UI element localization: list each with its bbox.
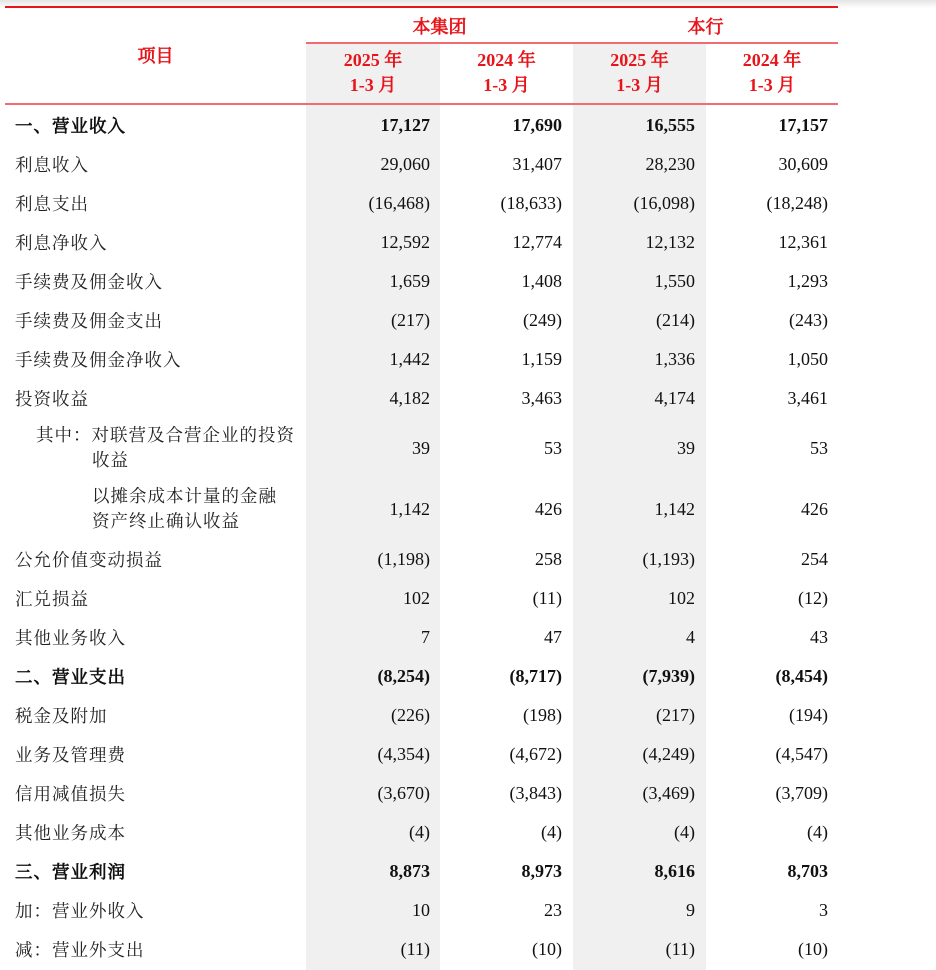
row-label-line1: 其他业务收入 [15, 628, 126, 648]
cell-value: 43 [810, 627, 828, 647]
cell-value: 8,873 [389, 861, 430, 881]
row-label-line1: 二、营业支出 [15, 667, 126, 687]
cell-value: (226) [391, 705, 430, 725]
table-row [0, 262, 838, 301]
row-label [15, 113, 126, 138]
cell-value: (4) [409, 822, 430, 842]
column-period: 1-3 月 [748, 75, 796, 95]
table-row [0, 657, 838, 696]
table-top-rule [5, 6, 838, 8]
table-row [0, 145, 838, 184]
cell-value: (4,547) [775, 744, 828, 764]
cell-value: 9 [686, 900, 695, 920]
cell-value: 7 [421, 627, 430, 647]
cell-value: (18,248) [766, 193, 828, 213]
header-bottom-rule [5, 103, 838, 105]
cell-value: 1,142 [654, 498, 695, 519]
cell-value: 1,659 [389, 271, 430, 291]
cell-value: (7,939) [642, 666, 695, 686]
item-column-header: 项目 [137, 46, 174, 66]
row-label [15, 703, 108, 728]
row-label-line2: 收益 [92, 450, 129, 470]
cell-value: (12) [798, 588, 828, 608]
row-label [15, 269, 163, 294]
row-label [15, 937, 145, 962]
row-label-line1: 公允价值变动损益 [15, 550, 163, 570]
cell-value: (11) [400, 939, 430, 959]
row-label [15, 191, 89, 216]
column-header-group-2025 [306, 48, 440, 100]
income-statement-body [0, 106, 838, 969]
cell-value: (8,717) [509, 666, 562, 686]
table-row [0, 735, 838, 774]
table-row [0, 618, 838, 657]
cell-value: (194) [789, 705, 828, 725]
row-label-line1: 手续费及佣金收入 [15, 272, 163, 292]
cell-value: 12,592 [380, 232, 430, 252]
cell-value: 8,973 [521, 861, 562, 881]
cell-value: 12,361 [778, 232, 828, 252]
cell-value: 31,407 [512, 154, 562, 174]
cell-value: (3,469) [642, 783, 695, 803]
cell-value: 23 [544, 900, 562, 920]
cell-value: 10 [412, 900, 430, 920]
cell-value: 12,132 [645, 232, 695, 252]
row-label [15, 547, 163, 572]
cell-value: (4,354) [377, 744, 430, 764]
row-label-line1: 以摊余成本计量的金融 [92, 486, 277, 506]
cell-value: 1,550 [654, 271, 695, 291]
cell-value: (4) [674, 822, 695, 842]
column-header-group-2024 [440, 48, 573, 100]
cell-value: 4 [686, 627, 695, 647]
row-label-line1: 手续费及佣金支出 [15, 311, 163, 331]
cell-value: (16,468) [368, 193, 430, 213]
cell-value: 1,159 [521, 349, 562, 369]
cell-value: 4,174 [654, 388, 695, 408]
column-year: 2024 年 [477, 50, 536, 70]
cell-value: 4,182 [389, 388, 430, 408]
row-label [15, 230, 108, 255]
cell-value: (217) [391, 310, 430, 330]
cell-value: 426 [535, 498, 562, 519]
cell-value: 258 [535, 549, 562, 569]
cell-value: 3,461 [787, 388, 828, 408]
table-row [0, 379, 838, 418]
cell-value: (10) [532, 939, 562, 959]
cell-value: 39 [677, 437, 695, 458]
row-label [15, 152, 89, 177]
row-label [15, 586, 89, 611]
column-header-bank-2025 [573, 48, 706, 100]
column-year: 2025 年 [343, 50, 403, 70]
cell-value: 1,293 [787, 271, 828, 291]
cell-value: 28,230 [645, 154, 695, 174]
cell-value: (198) [523, 705, 562, 725]
cell-value: 17,127 [380, 115, 430, 135]
cell-value: (1,193) [642, 549, 695, 569]
cell-value: (11) [532, 588, 562, 608]
row-label-line1: 加：营业外收入 [15, 901, 145, 921]
row-label [15, 898, 145, 923]
cell-value: (11) [665, 939, 695, 959]
table-row [0, 930, 838, 969]
row-label-line1: 其他业务成本 [15, 823, 126, 843]
row-label [15, 664, 126, 689]
row-label-line1: 投资收益 [15, 389, 89, 409]
group-header-group: 本集团 [412, 17, 467, 37]
cell-value: (8,454) [775, 666, 828, 686]
cell-value: 16,555 [645, 115, 695, 135]
cell-value: (3,843) [509, 783, 562, 803]
column-period: 1-3 月 [616, 75, 663, 95]
column-header-bank-2024 [706, 48, 838, 100]
cell-value: 102 [668, 588, 695, 608]
cell-value: (18,633) [500, 193, 562, 213]
cell-value: 1,142 [389, 498, 430, 519]
table-row [0, 301, 838, 340]
cell-value: 47 [544, 627, 562, 647]
cell-value: 8,616 [654, 861, 695, 881]
cell-value: (3,670) [377, 783, 430, 803]
group-header-bank: 本行 [687, 17, 724, 37]
cell-value: (4,672) [509, 744, 562, 764]
table-row [0, 852, 838, 891]
cell-value: (217) [656, 705, 695, 725]
cell-value: (3,709) [775, 783, 828, 803]
cell-value: 1,408 [521, 271, 562, 291]
table-row [0, 540, 838, 579]
row-label-line1: 利息支出 [15, 194, 89, 214]
cell-value: 30,609 [778, 154, 828, 174]
cell-value: (214) [656, 310, 695, 330]
table-row [0, 223, 838, 262]
cell-value: 53 [810, 437, 828, 458]
cell-value: (4) [807, 822, 828, 842]
row-label-line1: 信用减值损失 [15, 784, 126, 804]
cell-value: 3,463 [521, 388, 562, 408]
row-label [15, 625, 126, 650]
row-label-line1: 三、营业利润 [15, 862, 126, 882]
cell-value: (8,254) [377, 666, 430, 686]
cell-value: (1,198) [377, 549, 430, 569]
cell-value: (243) [789, 310, 828, 330]
table-row [0, 478, 838, 540]
cell-value: 12,774 [512, 232, 562, 252]
table-row [0, 184, 838, 223]
row-label-line1: 一、营业收入 [15, 116, 126, 136]
cell-value: (16,098) [633, 193, 695, 213]
row-label-line1: 减：营业外支出 [15, 940, 145, 960]
row-label [15, 820, 126, 845]
column-year: 2025 年 [610, 50, 669, 70]
table-row [0, 891, 838, 930]
table-row [0, 696, 838, 735]
cell-value: 254 [801, 549, 828, 569]
table-row [0, 813, 838, 852]
cell-value: 102 [403, 588, 430, 608]
cell-value: 29,060 [380, 154, 430, 174]
row-label-line1: 利息收入 [15, 155, 89, 175]
cell-value: 1,442 [389, 349, 430, 369]
table-row [0, 774, 838, 813]
column-year: 2024 年 [742, 50, 802, 70]
cell-value: 53 [544, 437, 562, 458]
cell-value: (4,249) [642, 744, 695, 764]
table-row [0, 340, 838, 379]
row-label-line1: 利息净收入 [15, 233, 108, 253]
cell-value: 8,703 [787, 861, 828, 881]
column-period: 1-3 月 [483, 75, 530, 95]
table-row [0, 579, 838, 618]
row-label [15, 347, 182, 372]
row-label [15, 781, 126, 806]
table-row [0, 106, 838, 145]
cell-value: (4) [541, 822, 562, 842]
row-label-line1: 税金及附加 [15, 706, 108, 726]
row-label [15, 308, 163, 333]
row-label [15, 742, 126, 767]
row-label [92, 484, 277, 534]
header-mid-rule [306, 42, 838, 44]
cell-value: 3 [819, 900, 828, 920]
row-label-line1: 其中：对联营及合营企业的投资 [36, 425, 295, 445]
cell-value: (10) [798, 939, 828, 959]
cell-value: 1,050 [787, 349, 828, 369]
cell-value: 1,336 [654, 349, 695, 369]
row-label-line1: 手续费及佣金净收入 [15, 350, 182, 370]
cell-value: 17,157 [778, 115, 828, 135]
table-row [0, 418, 838, 478]
row-label [36, 423, 295, 473]
cell-value: 426 [801, 498, 828, 519]
column-period: 1-3 月 [349, 75, 397, 95]
row-label-line1: 汇兑损益 [15, 589, 89, 609]
row-label-line2: 资产终止确认收益 [92, 511, 240, 531]
row-label [15, 386, 89, 411]
cell-value: (249) [523, 310, 562, 330]
row-label [15, 859, 126, 884]
row-label-line1: 业务及管理费 [15, 745, 126, 765]
cell-value: 17,690 [512, 115, 562, 135]
cell-value: 39 [412, 437, 430, 458]
